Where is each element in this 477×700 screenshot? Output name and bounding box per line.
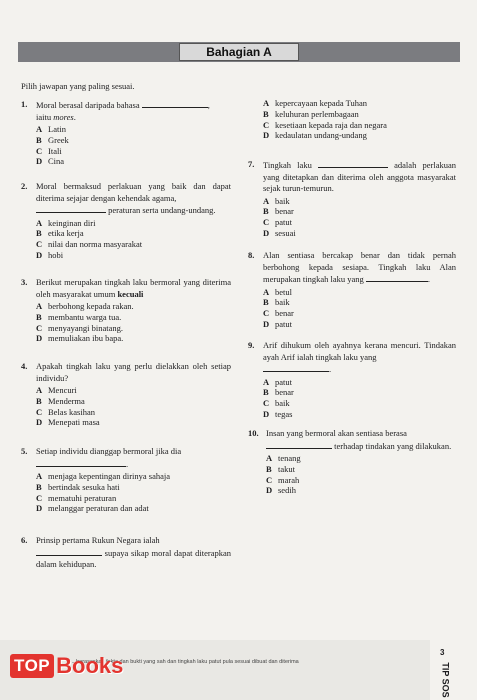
- answer-blank: [366, 273, 428, 282]
- question-6-options: [248, 97, 456, 141]
- option-a[interactable]: A keinginan diri: [36, 217, 96, 228]
- option-d[interactable]: D kedaulatan undang-undang: [263, 130, 367, 141]
- option-d[interactable]: D melanggar peraturan dan adat: [36, 503, 149, 514]
- option-b[interactable]: B membantu warga tua.: [36, 311, 122, 322]
- side-tab-label: TIP SOS: [441, 662, 452, 698]
- answer-options: [266, 453, 456, 496]
- option-b[interactable]: B etika kerja: [36, 228, 84, 239]
- option-a[interactable]: A patut: [263, 376, 292, 387]
- question-text: Arif dihukum oleh ayahnya kerana mencuri. Tindakan ayah Arif ialah tingkah laku yang .: [263, 340, 456, 374]
- question-text: Tingkah laku adalah perlakuan yang ditetapkan dan diterima oleh anggota masyarakat sejak turun-temurun.: [263, 160, 456, 193]
- option-a[interactable]: A menjaga kepentingan dirinya sahaja: [36, 471, 171, 481]
- option-c[interactable]: C baik: [263, 398, 290, 409]
- question-8: [248, 250, 456, 330]
- question-10: [248, 428, 456, 496]
- question-9: [248, 340, 456, 420]
- instruction-text: Pilih jawapan yang paling sesuai.: [21, 81, 135, 91]
- question-text: Apakah tingkah laku yang perlu dielakkan oleh setiap individu?: [36, 361, 231, 383]
- option-b[interactable]: B baik: [263, 297, 290, 308]
- section-title: Bahagian A: [179, 43, 299, 61]
- option-a[interactable]: A betul: [263, 286, 292, 297]
- option-c[interactable]: C kesetiaan kepada raja dan negara: [263, 119, 387, 130]
- option-a[interactable]: A tenang: [266, 453, 301, 463]
- question-number: 7.: [248, 159, 255, 169]
- question-number: 10.: [248, 428, 259, 438]
- option-d[interactable]: D sesuai: [263, 227, 296, 238]
- option-b[interactable]: B Menderma: [36, 395, 85, 406]
- option-d[interactable]: D patut: [263, 318, 292, 329]
- option-b[interactable]: B benar: [263, 387, 294, 398]
- question-3: [21, 277, 231, 344]
- question-number: 2.: [21, 181, 28, 191]
- answer-blank: [263, 363, 329, 372]
- answer-options: [36, 385, 231, 428]
- question-number: 4.: [21, 361, 28, 371]
- answer-options: [263, 196, 456, 239]
- question-number: 9.: [248, 340, 255, 350]
- question-text: Berikut merupakan tingkah laku bermoral yang diterima oleh masyarakat umum kecuali: [36, 277, 231, 299]
- question-number: 5.: [21, 446, 28, 456]
- option-d[interactable]: D hobi: [36, 249, 64, 260]
- option-d[interactable]: D sedih: [266, 485, 296, 496]
- option-a[interactable]: A Latin: [36, 124, 66, 134]
- answer-blank: [318, 159, 388, 168]
- question-number: 8.: [248, 250, 255, 260]
- option-d[interactable]: D tegas: [263, 408, 293, 419]
- answer-blank: [36, 204, 106, 213]
- question-7: [248, 159, 456, 239]
- footer-note: ... berasaskan fakta dan bukti yang sah dan tingkah laku patut pula sesuai dibuat dan diterima: [70, 659, 299, 665]
- option-d[interactable]: D Menepati masa: [36, 417, 100, 428]
- answer-blank: [36, 547, 102, 556]
- question-2: [21, 181, 231, 261]
- answer-options: [263, 287, 456, 330]
- option-c[interactable]: C Itali: [36, 145, 62, 156]
- option-d[interactable]: D memuliakan ibu bapa.: [36, 333, 124, 344]
- question-number: 1.: [21, 99, 28, 109]
- answer-options: [36, 471, 231, 514]
- answer-options: [263, 98, 456, 141]
- option-c[interactable]: C Belas kasihan: [36, 406, 95, 417]
- question-4: [21, 361, 231, 428]
- answer-blank: [142, 99, 208, 108]
- section-header-bar: [18, 42, 460, 62]
- logo-books-text: Books: [56, 653, 124, 678]
- option-b[interactable]: B keluhuran perlembagaan: [263, 108, 359, 119]
- option-b[interactable]: B Greek: [36, 134, 69, 145]
- question-text: Moral berasal daripada bahasa , iaitu mores.: [36, 100, 210, 122]
- option-c[interactable]: C nilai dan norma masyarakat: [36, 239, 143, 250]
- page-number: 3: [440, 648, 445, 657]
- question-6: [21, 535, 231, 571]
- answer-blank: [36, 458, 126, 467]
- option-a[interactable]: A Mencuri: [36, 385, 77, 395]
- answer-options: [263, 377, 456, 420]
- answer-blank: [266, 440, 332, 449]
- question-text: Alan sentiasa bercakap benar dan tidak pernah berbohong kepada sesiapa. Tingkah laku Alan merupakan tingkah laku yang .: [263, 250, 456, 284]
- option-a[interactable]: A berbohong kepada rakan.: [36, 301, 134, 311]
- logo-top-text: TOP: [10, 654, 54, 678]
- answer-options: [36, 301, 231, 344]
- question-1: [21, 99, 231, 167]
- question-text: Insan yang bermoral akan sentiasa berasa terhadap tindakan yang dilakukan.: [266, 428, 452, 451]
- answer-options: [36, 218, 231, 261]
- option-c[interactable]: C marah: [266, 474, 300, 485]
- option-c[interactable]: C benar: [263, 308, 294, 319]
- option-c[interactable]: C mematuhi peraturan: [36, 492, 117, 503]
- option-b[interactable]: B benar: [263, 206, 294, 217]
- question-5: [21, 446, 231, 514]
- topbooks-logo: [10, 652, 123, 680]
- option-c[interactable]: C patut: [263, 217, 292, 228]
- question-number: 3.: [21, 277, 28, 287]
- question-number: 6.: [21, 535, 28, 545]
- option-b[interactable]: B bertindak sesuka hati: [36, 481, 120, 492]
- question-text: Prinsip pertama Rukun Negara ialah supaya sikap moral dapat diterapkan dalam kehidupan.: [36, 535, 231, 569]
- option-c[interactable]: C menyayangi binatang.: [36, 322, 124, 333]
- question-text: Setiap individu dianggap bermoral jika dia .: [36, 446, 182, 469]
- option-b[interactable]: B takut: [266, 463, 295, 474]
- option-a[interactable]: A baik: [263, 195, 290, 206]
- option-a[interactable]: A kepercayaan kepada Tuhan: [263, 98, 368, 108]
- question-text: Moral bermaksud perlakuan yang baik dan dapat diterima sejajar dengan kehendak agama, peraturan serta undang-undang.: [36, 181, 231, 215]
- option-d[interactable]: D Cina: [36, 156, 65, 167]
- answer-options: [36, 124, 231, 167]
